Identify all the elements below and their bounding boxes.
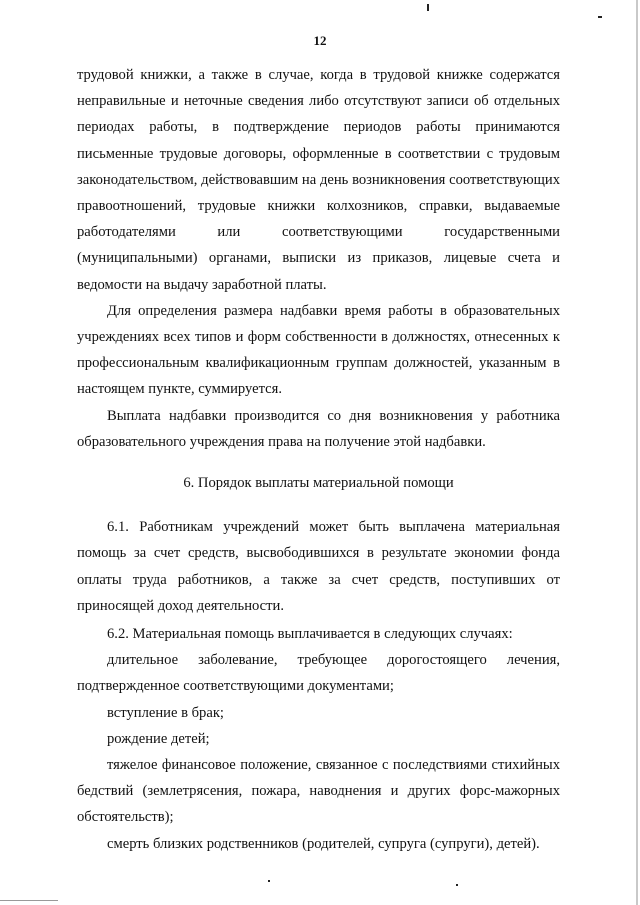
case-item: тяжелое финансовое положение, связанное с последствиями стихийных бедствий (землетрясения, пожара, наводнения и других форс-мажорных обстоятельств); [77,757,560,826]
paragraph: трудовой книжки, а также в случае, когда в трудовой книжке содержатся неправильные и неточные сведения либо отсутствуют записи об отдельных периодах работы, в подтверждение периодов работы принимаются письменные трудовые договоры, оформленные в соответствии с трудовым законодательством, действовавшим на день возникновения соответствующих правоотношений, трудовые книжки колхозников, справки, выдаваемые работодателями или соответствующими государственными (муниципальными) органами, выписки из приказов, лицевые счета и ведомости на выдачу заработной платы. [77,67,560,293]
paragraph: Для определения размера надбавки время работы в образовательных учреждениях всех типов и форм собственности в должностях, отнесенных к профессиональным квалификационным группам должностей, указанным в настоящем пункте, суммируется. [77,302,560,398]
case-item: рождение детей; [107,730,210,747]
scan-speck [456,884,458,886]
scan-speck [427,4,429,11]
scan-speck [598,16,602,18]
scan-speck [268,880,270,882]
case-item: длительное заболевание, требующее дорогостоящего лечения, подтвержденное соответствующими документами; [77,652,560,695]
section-paragraph: 6.1. Работникам учреждений может быть выплачена материальная помощь за счет средств, высвободившихся в результате экономии фонда оплаты труда работников, а также за счет средств, поступивших от приносящей доход деятельности. [77,519,560,614]
section-paragraph: 6.2. Материальная помощь выплачивается в следующих случаях: [107,626,513,643]
scan-border-line [0,900,58,901]
section-heading: 6. Порядок выплаты материальной помощи [183,475,454,492]
scan-edge-shadow [636,0,638,905]
case-item: вступление в брак; [107,704,224,721]
case-item: смерть близких родственников (родителей, супруга (супруги), детей). [107,835,540,852]
document-body [77,62,560,857]
page-number: 12 [313,33,327,48]
paragraph: Выплата надбавки производится со дня возникновения у работника образовательного учреждения права на получение этой надбавки. [77,407,560,450]
